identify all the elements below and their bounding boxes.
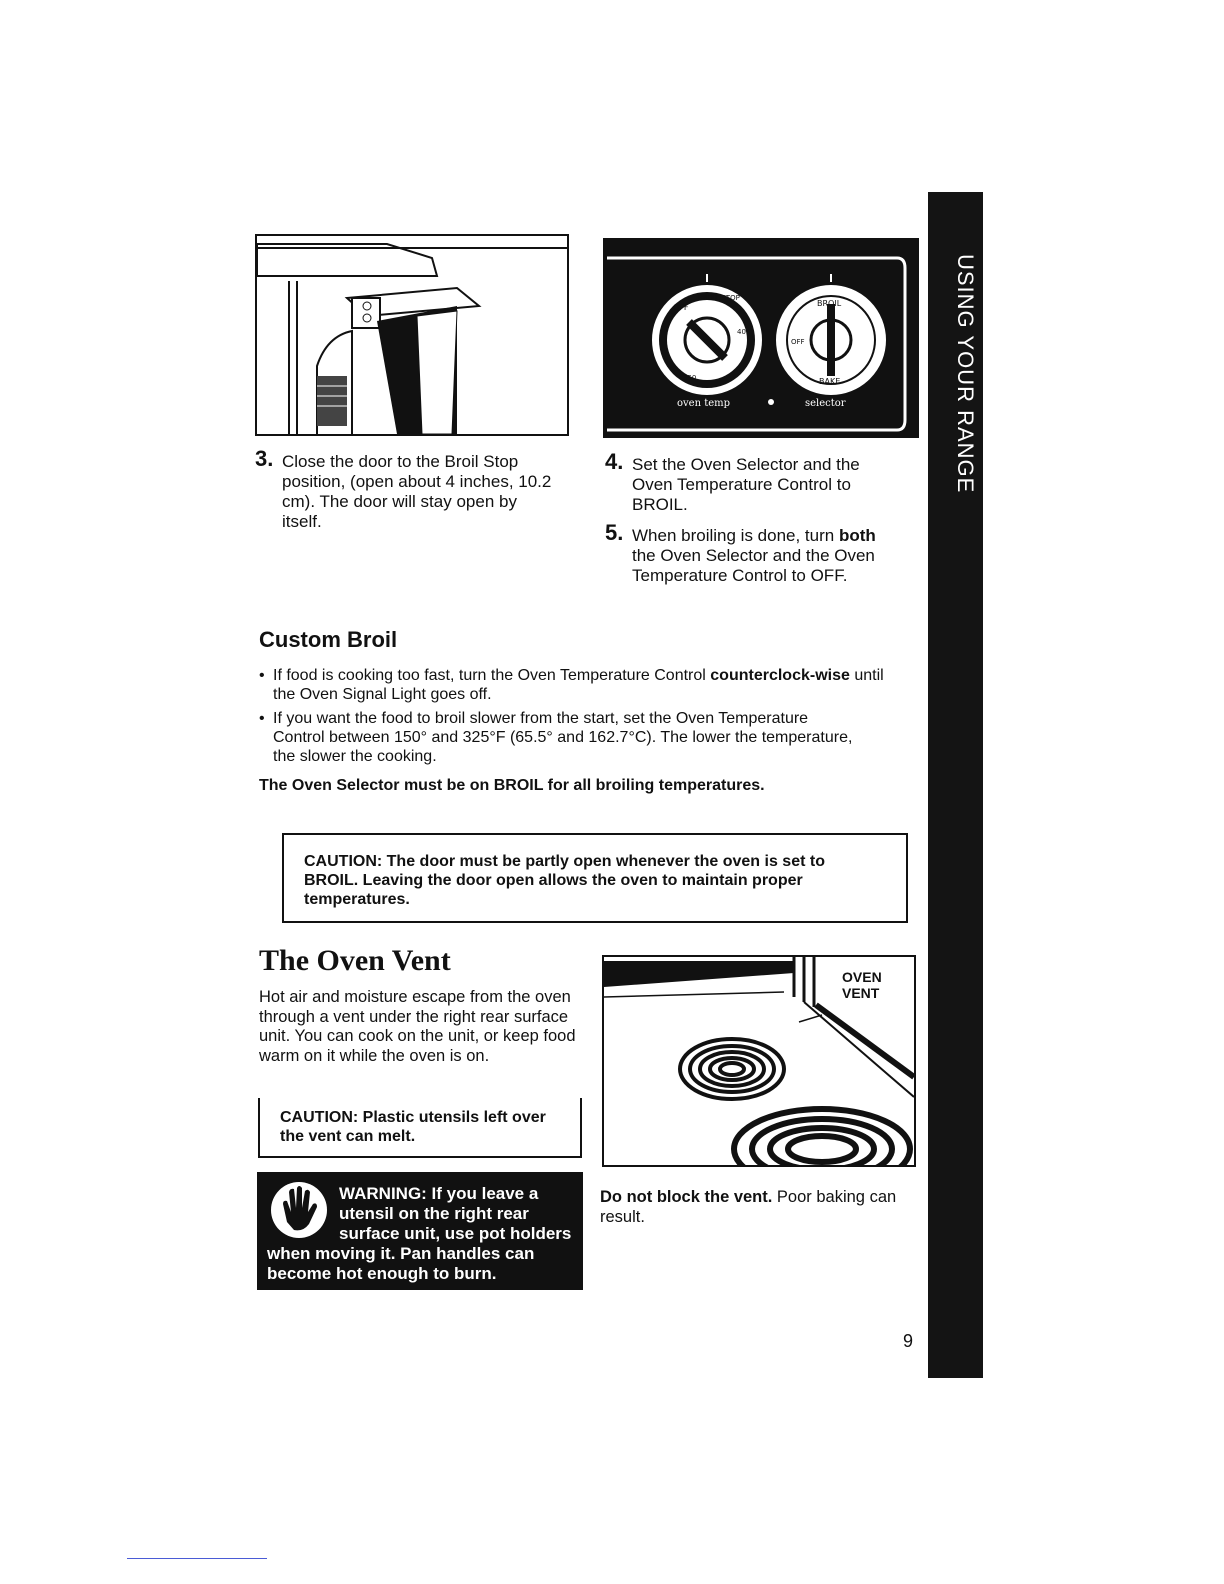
oven-vent-body: Hot air and moisture escape from the oven through a vent under the right rear surface unit. You can cook on the unit, or keep food warm on it while the oven is on. <box>259 988 576 1065</box>
step-3 <box>255 446 565 532</box>
page-number: 9 <box>903 1331 914 1351</box>
oven-vent-figure <box>602 955 916 1167</box>
caution-box-plastic <box>258 1098 582 1158</box>
oven-control-knobs-icon <box>603 238 919 438</box>
knob-right-mark-off: OFF <box>791 338 805 346</box>
step-3-number: 3. <box>255 446 274 471</box>
label-oven-temp: oven temp <box>677 398 731 409</box>
step-4-number: 4. <box>605 449 624 474</box>
oven-vent-heading: The Oven Vent <box>259 944 451 977</box>
footer-rule <box>127 1558 267 1559</box>
custom-broil-bullet-2: • If you want the food to broil slower from the start, set the Oven Temperature Control between 150° and 325°F (65.5° and 162.7°C). The lower the temperature, the slower the cooking. <box>259 710 853 765</box>
step-5-number: 5. <box>605 520 624 545</box>
oven-vent-label: OVEN VENT <box>842 969 882 1001</box>
signal-light-icon <box>768 399 774 405</box>
step-3-text: Close the door to the Broil Stop position, (open about 4 inches, 10.2 cm). The door will stay open by itself. <box>282 452 552 531</box>
oven-door-broil-stop-icon <box>257 236 567 434</box>
step-5 <box>605 520 905 588</box>
caution-broil-text: CAUTION: The door must be partly open whenever the oven is set to BROIL. Leaving the door open allows the oven to maintain proper temperatures. <box>304 853 825 908</box>
knob-left-mark-400: 400 <box>737 328 751 336</box>
sidebar-tab <box>928 192 983 1378</box>
custom-broil-bullet-1: • If food is cooking too fast, turn the Oven Temperature Control counterclock-wise until the Oven Signal Light goes off. <box>259 667 884 703</box>
control-panel-figure <box>603 238 919 438</box>
vent-caption: Do not block the vent. Poor baking can result. <box>600 1188 897 1226</box>
knob-left-mark-broil-stop: BROIL STOP <box>698 294 740 302</box>
knob-right-mark-bake: BAKE <box>819 377 841 386</box>
oven-door-figure <box>255 234 569 436</box>
caution-box-broil <box>282 833 908 923</box>
caution-plastic-text: CAUTION: Plastic utensils left over the vent can melt. <box>280 1109 546 1145</box>
knob-right-mark-broil: BROIL <box>817 299 842 308</box>
warning-box <box>257 1172 583 1290</box>
sidebar-label: USING YOUR RANGE <box>953 254 978 494</box>
step-4 <box>605 449 905 515</box>
custom-broil-heading: Custom Broil <box>259 627 398 652</box>
knob-left-mark-350: 350 <box>683 374 697 382</box>
step-5-text: When broiling is done, turn both the Oven Selector and the Oven Temperature Control to OFF. <box>632 526 876 585</box>
custom-broil-note: The Oven Selector must be on BROIL for all broiling temperatures. <box>259 777 765 794</box>
label-selector: selector <box>805 398 846 409</box>
step-4-text: Set the Oven Selector and the Oven Temperature Control to BROIL. <box>632 455 860 514</box>
knob-left-mark-off: OFF <box>673 303 689 312</box>
warning-text: WARNING: If you leave a utensil on the right rear surface unit, use pot holders when moving it. Pan handles can become hot enough to burn. <box>267 1184 572 1283</box>
